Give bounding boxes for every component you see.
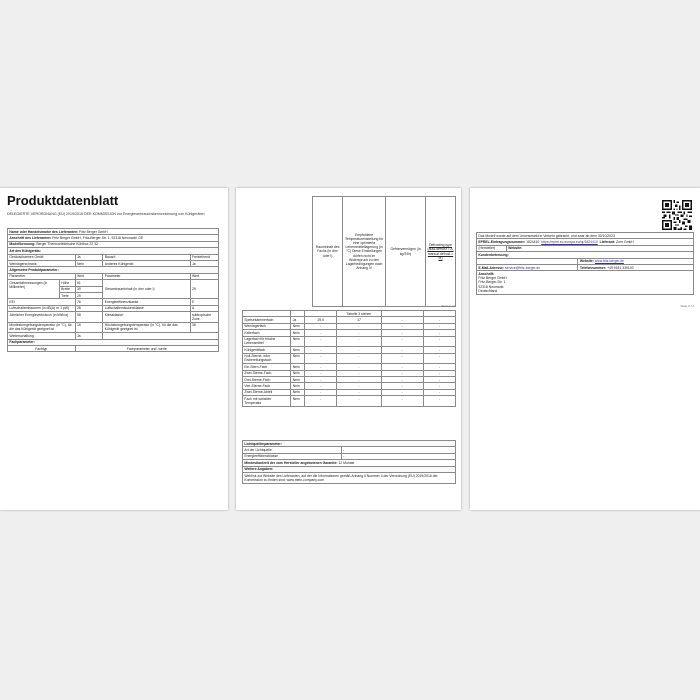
supplier-address: Fritz Berger GmbH, Fritz-Berger-Str. 1, 92318 Neumarkt, DE xyxy=(52,235,144,240)
compartment-cell-d: - xyxy=(423,353,455,364)
compartment-cell-a: - xyxy=(305,364,337,370)
website-link[interactable]: www.fritz-berger.de xyxy=(594,259,624,264)
qr-code-icon[interactable] xyxy=(662,200,692,230)
compartment-cell-d: - xyxy=(423,323,455,329)
compartment-cell-a: - xyxy=(305,389,337,395)
compartment-table xyxy=(242,310,456,407)
compartment-row xyxy=(243,336,456,347)
compartment-cell-c: - xyxy=(381,323,423,329)
supplier-name-label: Name oder Handelsmarke des Lieferanten: xyxy=(9,229,79,234)
compartment-cell-v: Nein xyxy=(291,336,305,347)
height-value: 51 xyxy=(75,280,103,286)
customer-service-heading: Kundenbetreuung: xyxy=(477,252,694,258)
compartment-cell-a: - xyxy=(305,370,337,376)
compartment-cell-d: - xyxy=(423,364,455,370)
width-value: 39 xyxy=(75,286,103,292)
compartment-cell-c: - xyxy=(381,330,423,336)
compartment-cell-c: - xyxy=(381,336,423,347)
compartment-cell-v: Nein xyxy=(291,364,305,370)
website2-label: Website: xyxy=(579,259,594,264)
address-line-3: 92318 Neumarkt xyxy=(478,284,504,289)
compartment-cell-c: - xyxy=(381,347,423,353)
volume-header: Rauminhalt des Fachs (in dm³ oder l) xyxy=(313,197,343,307)
eprel-number: 1824410 xyxy=(526,239,540,244)
eei-value: 76 xyxy=(75,299,103,305)
compartment-cell-a: - xyxy=(305,383,337,389)
compartment-cell-d: - xyxy=(423,383,455,389)
compartment-cell-c: - xyxy=(381,383,423,389)
compartment-cell-d: - xyxy=(423,396,455,407)
compartment-cell-b: - xyxy=(337,347,381,353)
compartment-cell-name: Zwei-Sterne-Fach xyxy=(243,370,291,376)
compartment-cell-v: Nein xyxy=(291,323,305,329)
energy-class-value: E xyxy=(190,299,218,305)
phone-number: +49 9181 330100 xyxy=(607,265,634,270)
fach-heading: Fachparameter: xyxy=(8,339,219,345)
compartment-cell-b: - xyxy=(337,396,381,407)
compartment-cell-d: - xyxy=(423,330,455,336)
compartment-cell-v: Nein xyxy=(291,370,305,376)
param-header-2: Parameter xyxy=(103,273,190,279)
compartment-cell-a: - xyxy=(305,353,337,364)
compartment-cell-a: - xyxy=(305,376,337,382)
compartment-cell-b: - xyxy=(337,364,381,370)
winter-label: Winterschaltung xyxy=(8,333,76,339)
quiet-label: Geräuscharmes Gerät: xyxy=(8,254,76,260)
warranty-label: Mindestlaufzeit der vom Hersteller angebotenen Garantie: xyxy=(244,460,338,465)
compartment-row xyxy=(243,353,456,364)
compartment-cell-name: Fach mit variabler Temperatur xyxy=(243,396,291,407)
model-id: Berger Thermoelektrische Kühlbox 22 32 xyxy=(36,242,98,247)
light-warranty-table xyxy=(242,440,456,484)
max-temp-label: Höchstumgebungstemperatur (in °C), für die das Kühlgerät geeignet ist xyxy=(103,322,190,333)
freeze-header: Gefriervermögen (in kg/24h) xyxy=(386,197,426,307)
page-title: Produktdatenblatt xyxy=(7,193,119,208)
market-intro: Das Modell wurde auf dem Unionsmarkt in Verkehr gebracht, und zwar ab dem 30/10/2023 xyxy=(478,233,615,238)
fach-type-header: Fachtyp xyxy=(8,346,76,352)
compartment-cell-name: Speisekammerfach xyxy=(243,317,291,323)
defrost-header: Defrosting type (auto-defrost = A, manual defrost = M) xyxy=(426,197,456,307)
compartment-cell-b: - xyxy=(337,336,381,347)
email-link[interactable]: service@fritz-berger.de xyxy=(504,265,541,270)
document-page-3 xyxy=(470,188,700,510)
document-page-1 xyxy=(0,188,228,510)
further-text: Weblink zur Website des Lieferanten, auf der die Informationen gemäß Anhang II Nummer 4 der Verordnung (EU) 2019/2016 der Kommission zu finden sind: www.mein-company.com xyxy=(243,472,456,483)
volume-label: Gesamtrauminhalt (in dm³ oder l) xyxy=(103,280,190,299)
compartment-cell-d: - xyxy=(423,376,455,382)
eprel-label: EPREL-Eintragungsnummer: xyxy=(478,239,526,244)
general-heading: Allgemeine Produktparameter: xyxy=(8,267,219,273)
compartment-cell-b: - xyxy=(337,353,381,364)
compartment-cell-a: - xyxy=(305,330,337,336)
other-value: Ja xyxy=(190,260,218,266)
light-class-value: - xyxy=(341,453,455,459)
compartment-cell-d: - xyxy=(423,370,455,376)
compartment-header-table xyxy=(312,196,456,307)
compartment-cell-name: Vier-Sterne-Fach xyxy=(243,383,291,389)
compartment-cell-c: - xyxy=(381,353,423,364)
compartment-cell-c: - xyxy=(381,370,423,376)
supplier-name: Fritz Berger GmbH xyxy=(79,229,108,234)
light-class-label: Energieeffizienzklasse xyxy=(243,453,342,459)
compartment-cell-d: - xyxy=(423,317,455,323)
compartment-cell-name: Zwei-Sterne-Abteil xyxy=(243,389,291,395)
climate-label: Klimaklasse: xyxy=(103,312,190,323)
noise-value: 26 xyxy=(75,305,103,311)
supplier-info-table xyxy=(476,232,694,295)
compartment-cell-v: Nein xyxy=(291,383,305,389)
compartment-cell-name: Kühlgerätfach xyxy=(243,347,291,353)
compartment-cell-b: - xyxy=(337,389,381,395)
design-value: Freistehend xyxy=(190,254,218,260)
anschrift-label: Anschrift: xyxy=(478,271,495,276)
compartment-cell-v: Nein xyxy=(291,330,305,336)
compartment-cell-b: - xyxy=(337,376,381,382)
value-header: Wert xyxy=(75,273,103,279)
address-line-4: Deutschland xyxy=(478,288,498,293)
compartment-cell-name: Weinlagerfach xyxy=(243,323,291,329)
depth-value: 29 xyxy=(75,292,103,298)
compartment-cell-name: Lagerfach für frische Lebensmittel xyxy=(243,336,291,347)
compartment-row xyxy=(243,396,456,407)
compartment-cell-c: - xyxy=(381,396,423,407)
fach-params-header: Fachparameter und -werte xyxy=(75,346,218,352)
compartment-cell-a: - xyxy=(305,336,337,347)
climate-value: subtropische Zone xyxy=(190,312,218,323)
compartment-cell-v: Nein xyxy=(291,353,305,364)
temp-header: Empfohlene Temperatureinstellung für eine optimierte Lebensmittellagerung (in °C) Diese Einstellungen dürfen nicht im Widerspruch zu den Lagerbedingungen nach Anhang IV xyxy=(343,197,386,307)
document-page-2 xyxy=(236,188,461,510)
address-label: Anschrift des Lieferanten: xyxy=(9,235,52,240)
compartment-cell-c: - xyxy=(381,376,423,382)
compartment-cell-v: Nein xyxy=(291,389,305,395)
light-heading: Lichtquellenparameter: xyxy=(243,441,456,447)
compartment-cell-b: - xyxy=(337,383,381,389)
address-line-1: Fritz Berger GmbH xyxy=(478,276,507,281)
other-label: Anderes Kühlgerät: xyxy=(103,260,190,266)
param-header: Parameter xyxy=(8,273,76,279)
compartment-cell-b: 17 xyxy=(337,317,381,323)
compartment-cell-v: Nein xyxy=(291,376,305,382)
warranty-value: 12 Monate xyxy=(338,460,355,465)
compartment-cell-name: Null-Sterne- oder Eisbereitungsfach xyxy=(243,353,291,364)
type-heading: Art des Kühlgeräts: xyxy=(8,248,219,254)
noise-class-value: A xyxy=(190,305,218,311)
eprel-link[interactable]: https://eprel.ec.europa.eu/qr/1824410 xyxy=(541,239,598,244)
compartment-cell-a: - xyxy=(305,347,337,353)
compartment-cell-c: - xyxy=(381,364,423,370)
page-number: Seite 1 / 2 xyxy=(441,304,455,308)
wine-value: Nein xyxy=(75,260,103,266)
phone-label: Telefonnummer: xyxy=(579,265,607,270)
dims-label: Gesamtabmessungen (in Millimeter) xyxy=(8,280,60,299)
compartment-cell-c: - xyxy=(381,317,423,323)
compartment-cell-name: Drei-Sterne-Fach xyxy=(243,376,291,382)
quiet-value: Ja xyxy=(75,254,103,260)
noise-label: Luftschallemissionen (in dB(A) re 1 pW) xyxy=(8,305,76,311)
page-number: Seite 2 / 2 xyxy=(680,304,694,308)
compartment-cell-d: - xyxy=(423,336,455,347)
winter-value: Ja xyxy=(75,333,103,339)
energy-class-label: Energieeffizienzklasse xyxy=(103,299,190,305)
compartment-cell-v: Nein xyxy=(291,347,305,353)
further-heading: Weitere Angaben: xyxy=(243,466,456,472)
min-temp-value: 16 xyxy=(75,322,103,333)
regulation-subtitle: DELEGIERTE VERORDNUNG (EU) 2019/2016 DER KOMMISSION zur Energieverbrauchskennzeichnung von Kühlgeräten xyxy=(7,212,205,216)
volume-value: 29 xyxy=(190,280,218,299)
compartment-cell-c: - xyxy=(381,389,423,395)
eei-label: EEI xyxy=(8,299,76,305)
hersteller-label: (Hersteller) xyxy=(477,245,507,251)
compartment-cell-b: - xyxy=(337,330,381,336)
lieferant-value: Zorn GmbH xyxy=(616,239,634,244)
max-temp-value: 38 xyxy=(190,322,218,333)
noise-class-label: Luftschallemissionsklasse xyxy=(103,305,190,311)
compartment-cell-a: - xyxy=(305,396,337,407)
depth-label: Tiefe xyxy=(59,292,75,298)
compartment-cell-b: - xyxy=(337,323,381,329)
light-type-label: Art der Lichtquelle xyxy=(243,447,342,453)
light-type-value: - xyxy=(341,447,455,453)
compartment-cell-name: Ein-Stern-Fach xyxy=(243,364,291,370)
compartment-cell-a: - xyxy=(305,323,337,329)
height-label: Höhe xyxy=(59,280,75,286)
table3-header: Tabelle 3 stehen xyxy=(337,311,381,317)
width-label: Breite xyxy=(59,286,75,292)
address-line-2: Fritz-Berger-Str. 1 xyxy=(478,280,506,285)
website-label: Website: xyxy=(506,245,693,251)
value-header-2: Wert xyxy=(190,273,218,279)
compartment-cell-a: 29,0 xyxy=(305,317,337,323)
compartment-cell-v: Ja xyxy=(291,317,305,323)
model-label: Modellkennung: xyxy=(9,242,36,247)
lieferant-label: Lieferant: xyxy=(599,239,616,244)
compartment-cell-v: Nein xyxy=(291,396,305,407)
design-label: Bauart: xyxy=(103,254,190,260)
product-data-table xyxy=(7,228,219,352)
annual-energy-label: Jährlicher Energieverbrauch (in kWh/a) xyxy=(8,312,76,323)
compartment-cell-d: - xyxy=(423,389,455,395)
compartment-cell-b: - xyxy=(337,370,381,376)
compartment-cell-d: - xyxy=(423,347,455,353)
compartment-cell-name: Kellerfach xyxy=(243,330,291,336)
wine-label: Weinlagerschrank: xyxy=(8,260,76,266)
min-temp-label: Mindestumgebungstemperatur (in °C), für die das Kühlgerät geeignet ist xyxy=(8,322,76,333)
annual-energy-value: 58 xyxy=(75,312,103,323)
email-label: E-Mail-Adresse: xyxy=(478,265,505,270)
